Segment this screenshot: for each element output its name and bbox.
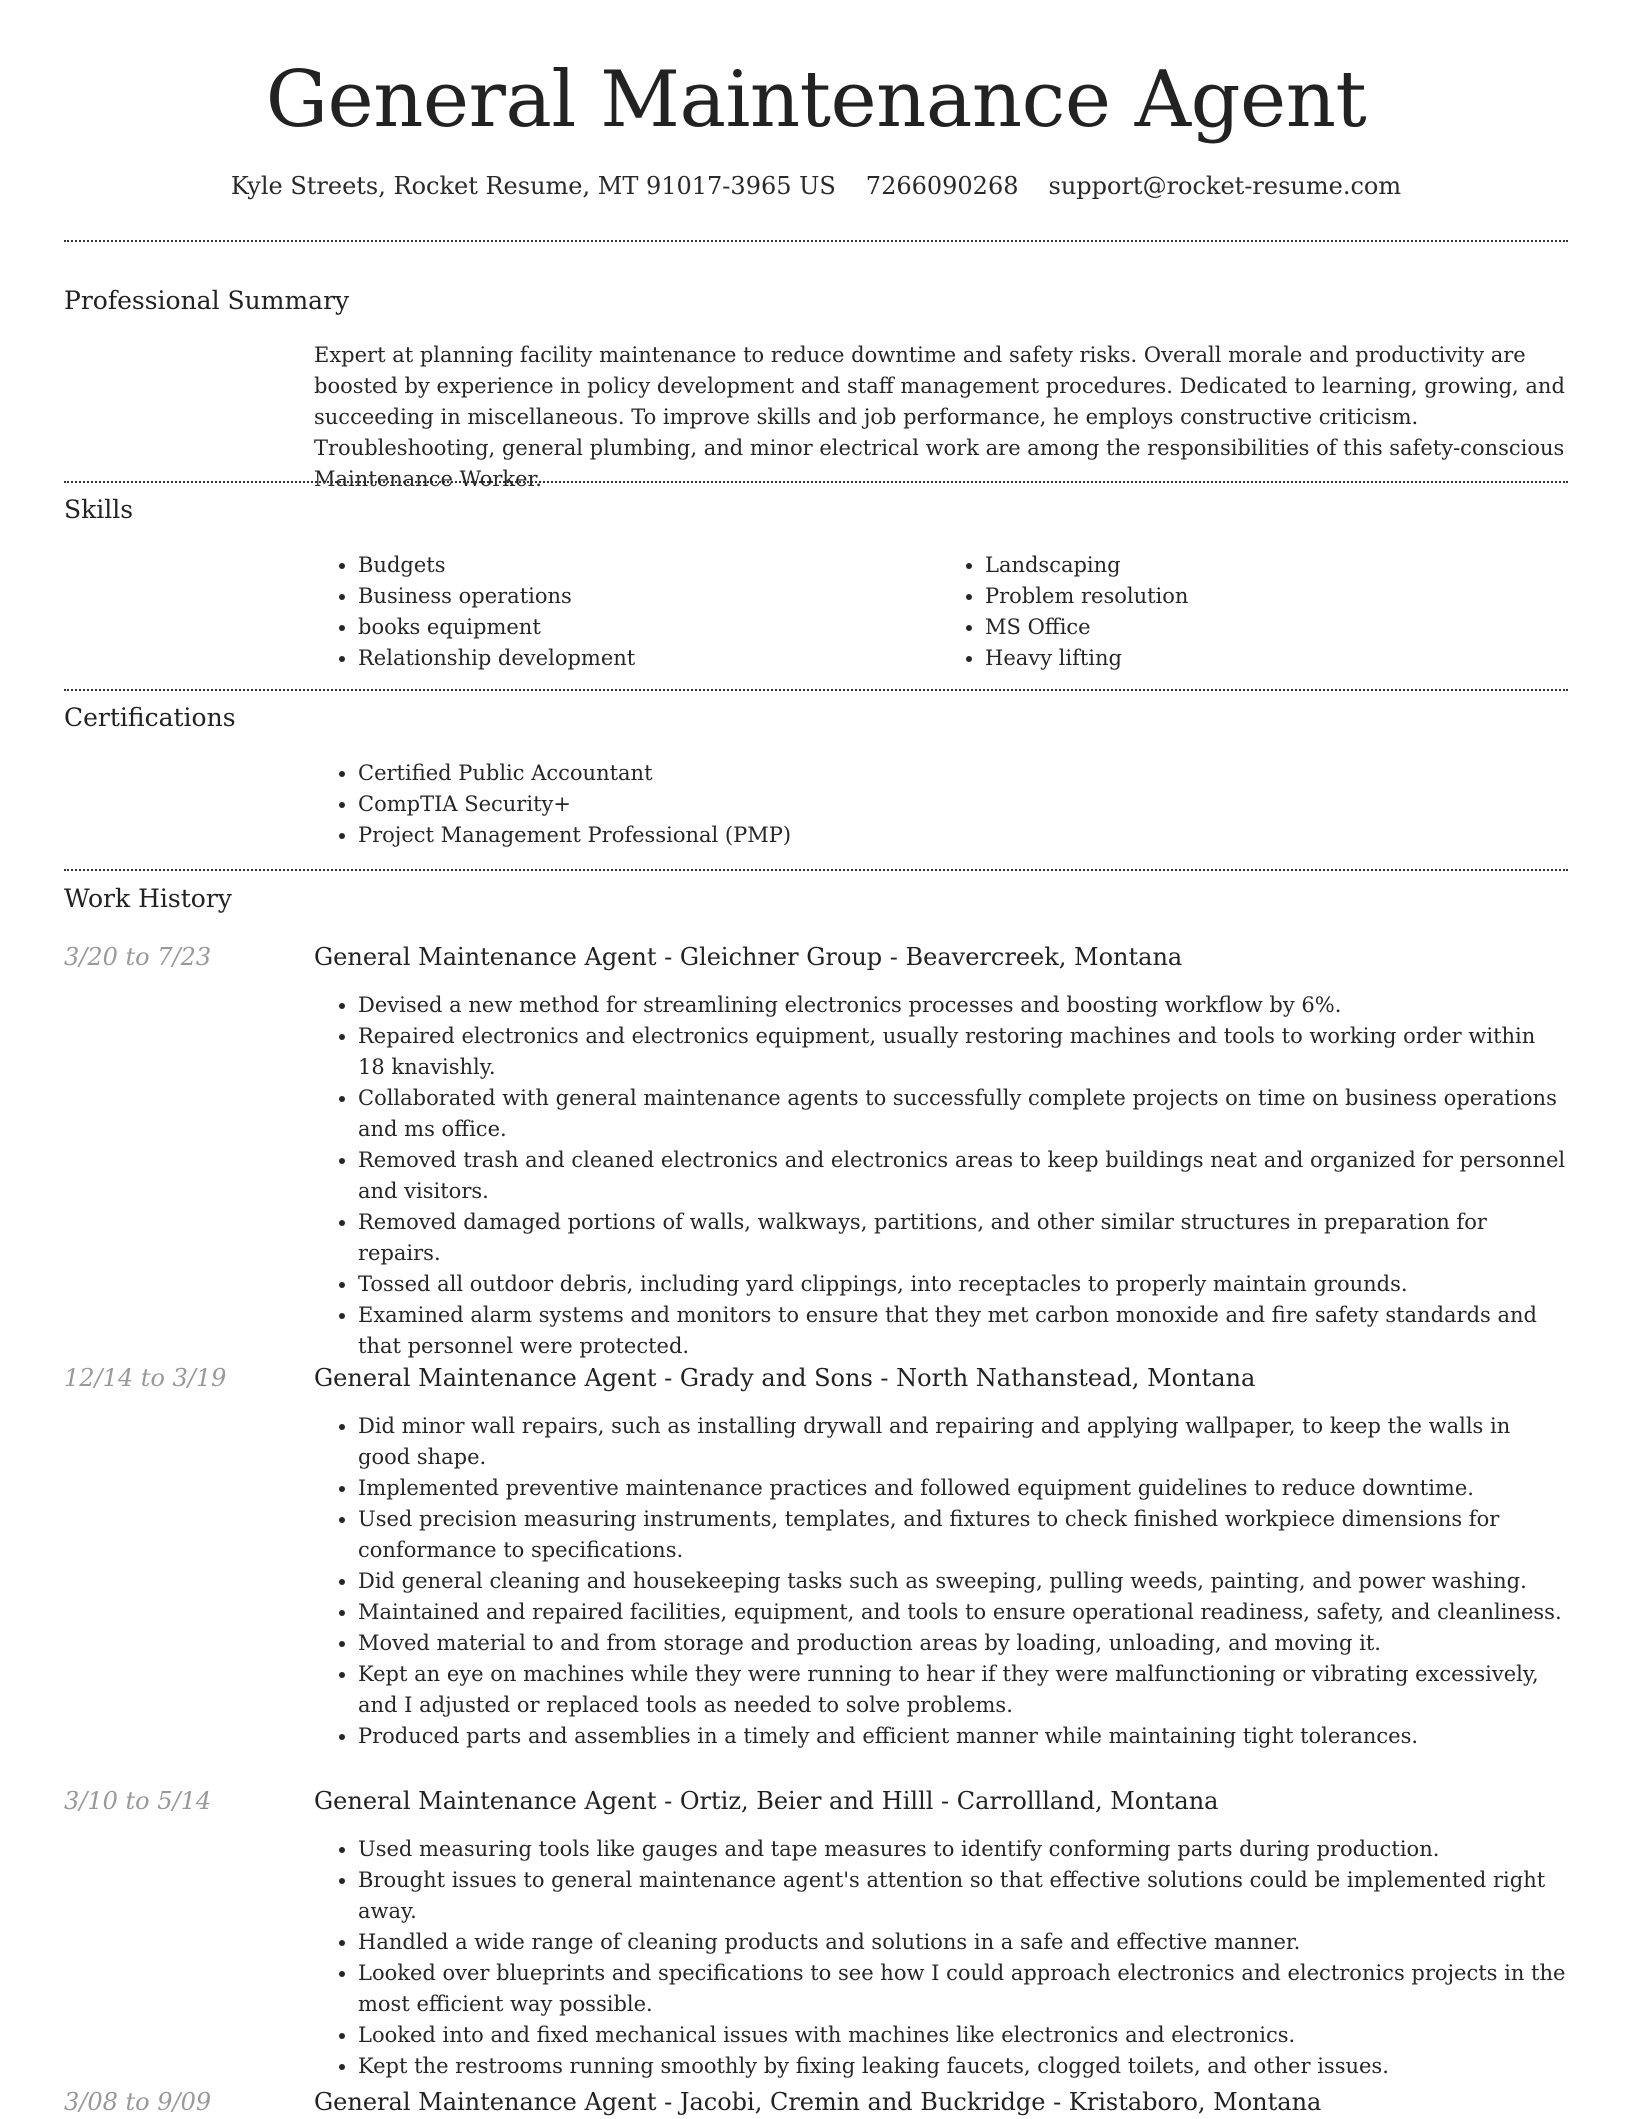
certifications-heading: Certifications [64,703,236,732]
divider [64,240,1568,242]
email[interactable]: support@rocket-resume.com [1048,172,1402,200]
skills-column-right [941,550,1568,674]
skill-item: • Relationship development [358,643,941,674]
job-bullet: • Did minor wall repairs, such as installing drywall and repairing and applying wallpaper, to keep the walls in good shape. [358,1411,1568,1473]
skill-item: • Business operations [358,581,941,612]
job-bullet: • Used measuring tools like gauges and tape measures to identify conforming parts during production. [358,1834,1568,1865]
job-title: General Maintenance Agent - Ortiz, Beier and Hilll - Carrollland, Montana [314,1787,1219,1815]
certifications-list [314,758,1568,851]
job-title: General Maintenance Agent - Gleichner Group - Beavercreek, Montana [314,943,1183,971]
job-dates: 3/10 to 5/14 [64,1787,212,1815]
certification-item: • Project Management Professional (PMP) [358,820,1568,851]
job-bullet: • Devised a new method for streamlining electronics processes and boosting workflow by 6%. [358,990,1568,1021]
skills-column-left [314,550,941,674]
divider [64,869,1568,871]
summary-text: Expert at planning facility maintenance to reduce downtime and safety risks. Overall morale and productivity are boosted by experience in policy development and staff management procedures. Dedicated to learning, growing, and succeeding in miscellaneous. To improve skills and job performance, he employs constructive criticism. Troubleshooting, general plumbing, and minor electrical work are among the responsibilities of this safety-conscious Maintenance Worker. [314,343,1565,491]
job-bullet: • Implemented preventive maintenance practices and followed equipment guidelines to reduce downtime. [358,1473,1568,1504]
job-bullet: • Maintained and repaired facilities, equipment, and tools to ensure operational readiness, safety, and cleanliness. [358,1597,1568,1628]
job-bullets [314,1411,1568,1752]
divider [64,689,1568,691]
job-title: General Maintenance Agent - Jacobi, Cremin and Buckridge - Kristaboro, Montana [314,2088,1322,2116]
job-bullet: • Looked over blueprints and specifications to see how I could approach electronics and electronics projects in the most efficient way possible. [358,1958,1568,2020]
certification-item: • CompTIA Security+ [358,789,1568,820]
job-dates: 12/14 to 3/19 [64,1364,227,1392]
job-bullet: • Used precision measuring instruments, templates, and fixtures to check finished workpiece dimensions for conformance to specifications. [358,1504,1568,1566]
job-bullet: • Produced parts and assemblies in a timely and efficient manner while maintaining tight tolerances. [358,1721,1568,1752]
job-bullet: • Kept an eye on machines while they were running to hear if they were malfunctioning or vibrating excessively, and I adjusted or replaced tools as needed to solve problems. [358,1659,1568,1721]
job-bullet: • Did general cleaning and housekeeping tasks such as sweeping, pulling weeds, painting, and power washing. [358,1566,1568,1597]
job-bullets [314,990,1568,1362]
resume-title: General Maintenance Agent [265,55,1367,145]
job-bullet: • Looked into and fixed mechanical issues with machines like electronics and electronics. [358,2020,1568,2051]
skill-item: • Problem resolution [985,581,1568,612]
job-bullet: • Moved material to and from storage and production areas by loading, unloading, and moving it. [358,1628,1568,1659]
skill-item: • MS Office [985,612,1568,643]
job-bullet: • Brought issues to general maintenance agent's attention so that effective solutions could be implemented right away. [358,1865,1568,1927]
job-bullet: • Handled a wide range of cleaning products and solutions in a safe and effective manner. [358,1927,1568,1958]
job-bullet: • Examined alarm systems and monitors to ensure that they met carbon monoxide and fire safety standards and that personnel were protected. [358,1300,1568,1362]
certification-item: • Certified Public Accountant [358,758,1568,789]
job-bullet: • Tossed all outdoor debris, including yard clippings, into receptacles to properly maintain grounds. [358,1269,1568,1300]
phone: 7266090268 [865,172,1019,200]
work-history-heading: Work History [64,884,232,913]
job-bullet: • Removed trash and cleaned electronics and electronics areas to keep buildings neat and organized for personnel and visitors. [358,1145,1568,1207]
contact-line [0,168,1632,204]
job-bullet: • Collaborated with general maintenance agents to successfully complete projects on time on business operations and ms office. [358,1083,1568,1145]
job-title: General Maintenance Agent - Grady and Sons - North Nathanstead, Montana [314,1364,1256,1392]
job-bullet: • Kept the restrooms running smoothly by fixing leaking faucets, clogged toilets, and other issues. [358,2051,1568,2082]
job-bullets [314,1834,1568,2082]
job-bullet: • Removed damaged portions of walls, walkways, partitions, and other similar structures in preparation for repairs. [358,1207,1568,1269]
skill-item: • Budgets [358,550,941,581]
skill-item: • Landscaping [985,550,1568,581]
skills-heading: Skills [64,495,134,524]
job-dates: 3/08 to 9/09 [64,2088,212,2116]
address: Kyle Streets, Rocket Resume, MT 91017-3965 US [230,172,836,200]
skill-item: • Heavy lifting [985,643,1568,674]
skills-list [314,550,1568,674]
job-dates: 3/20 to 7/23 [64,943,212,971]
summary-heading: Professional Summary [64,286,350,315]
divider [64,481,1568,483]
skill-item: • books equipment [358,612,941,643]
job-bullet: • Repaired electronics and electronics equipment, usually restoring machines and tools to working order within 18 knavishly. [358,1021,1568,1083]
